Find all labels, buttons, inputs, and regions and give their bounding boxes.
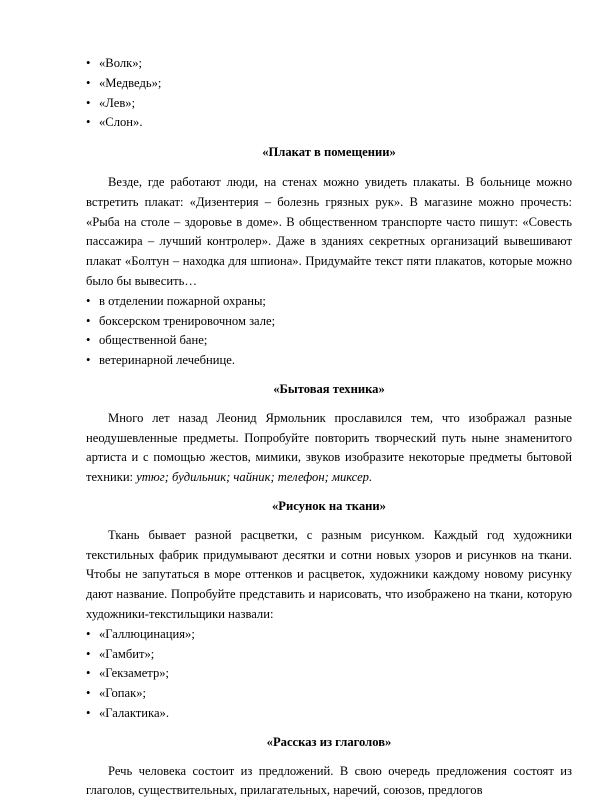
bullet-icon: • [86, 113, 90, 133]
list-item: • «Слон». [86, 113, 572, 133]
list-item: • ветеринарной лечебнице. [86, 351, 572, 371]
section-heading-poster: «Плакат в помещении» [86, 143, 572, 163]
section-heading-appliances: «Бытовая техника» [86, 380, 572, 400]
bullet-icon: • [86, 312, 90, 332]
bullet-icon: • [86, 74, 90, 94]
animal-list [86, 54, 572, 133]
section-paragraph-verbs: Речь человека состоит из предложений. В свою очередь предложения состоят из глаголов, существительных, прилагательных, наречий, союзов, предлогов [86, 762, 572, 801]
list-item: • «Гопак»; [86, 684, 572, 704]
list-item: • «Гамбит»; [86, 645, 572, 665]
bullet-icon: • [86, 292, 90, 312]
section-paragraph-poster: Везде, где работают люди, на стенах можно увидеть плакаты. В больнице можно встретить плакат: «Дизентерия – болезнь грязных рук». В магазине можно прочесть: «Рыба на столе – здоровье в доме». В общественном транспорте часто пишут: «Совесть пассажира – лучший контролер». Даже в зданиях секретных организаций вывешивают плакат «Болтун – находка для шпиона». Придумайте текст пяти плакатов, которые можно было бы вывесить… [86, 173, 572, 292]
section-heading-verbs: «Рассказ из глаголов» [86, 733, 572, 753]
bullet-icon: • [86, 704, 90, 724]
list-item: • общественной бане; [86, 331, 572, 351]
bullet-icon: • [86, 331, 90, 351]
list-item: • боксерском тренировочном зале; [86, 312, 572, 332]
list-item: • «Галактика». [86, 704, 572, 724]
bullet-icon: • [86, 351, 90, 371]
list-item: • «Гекзаметр»; [86, 664, 572, 684]
list-item: • «Медведь»; [86, 74, 572, 94]
bullet-icon: • [86, 94, 90, 114]
list-item: • «Галлюцинация»; [86, 625, 572, 645]
list-item: • в отделении пожарной охраны; [86, 292, 572, 312]
list-item: • «Лев»; [86, 94, 572, 114]
section-paragraph-appliances: Много лет назад Леонид Ярмольник прославился тем, что изображал разные неодушевленные предметы. Попробуйте повторить творческий путь ныне знаменитого артиста и с помощью жестов, мимики, звуков изобразите некоторые предметы бытовой техники: утюг; будильник; чайник; телефон; миксер. [86, 409, 572, 488]
bullet-icon: • [86, 664, 90, 684]
bullet-icon: • [86, 54, 90, 74]
list-item: • «Волк»; [86, 54, 572, 74]
fabric-names-list [86, 625, 572, 724]
document-content [86, 54, 572, 801]
appliance-examples: утюг; будильник; чайник; телефон; миксер. [136, 470, 372, 484]
section-heading-fabric: «Рисунок на ткани» [86, 497, 572, 517]
bullet-icon: • [86, 684, 90, 704]
bullet-icon: • [86, 625, 90, 645]
poster-places-list [86, 292, 572, 371]
bullet-icon: • [86, 645, 90, 665]
section-paragraph-fabric: Ткань бывает разной расцветки, с разным рисунком. Каждый год художники текстильных фабрик придумывают десятки и сотни новых узоров и рисунков на ткани. Чтобы не запутаться в море оттенков и расцветок, художники каждому новому рисунку дают название. Попробуйте представить и нарисовать, что изображено на ткани, которую художники-текстильщики назвали: [86, 526, 572, 625]
